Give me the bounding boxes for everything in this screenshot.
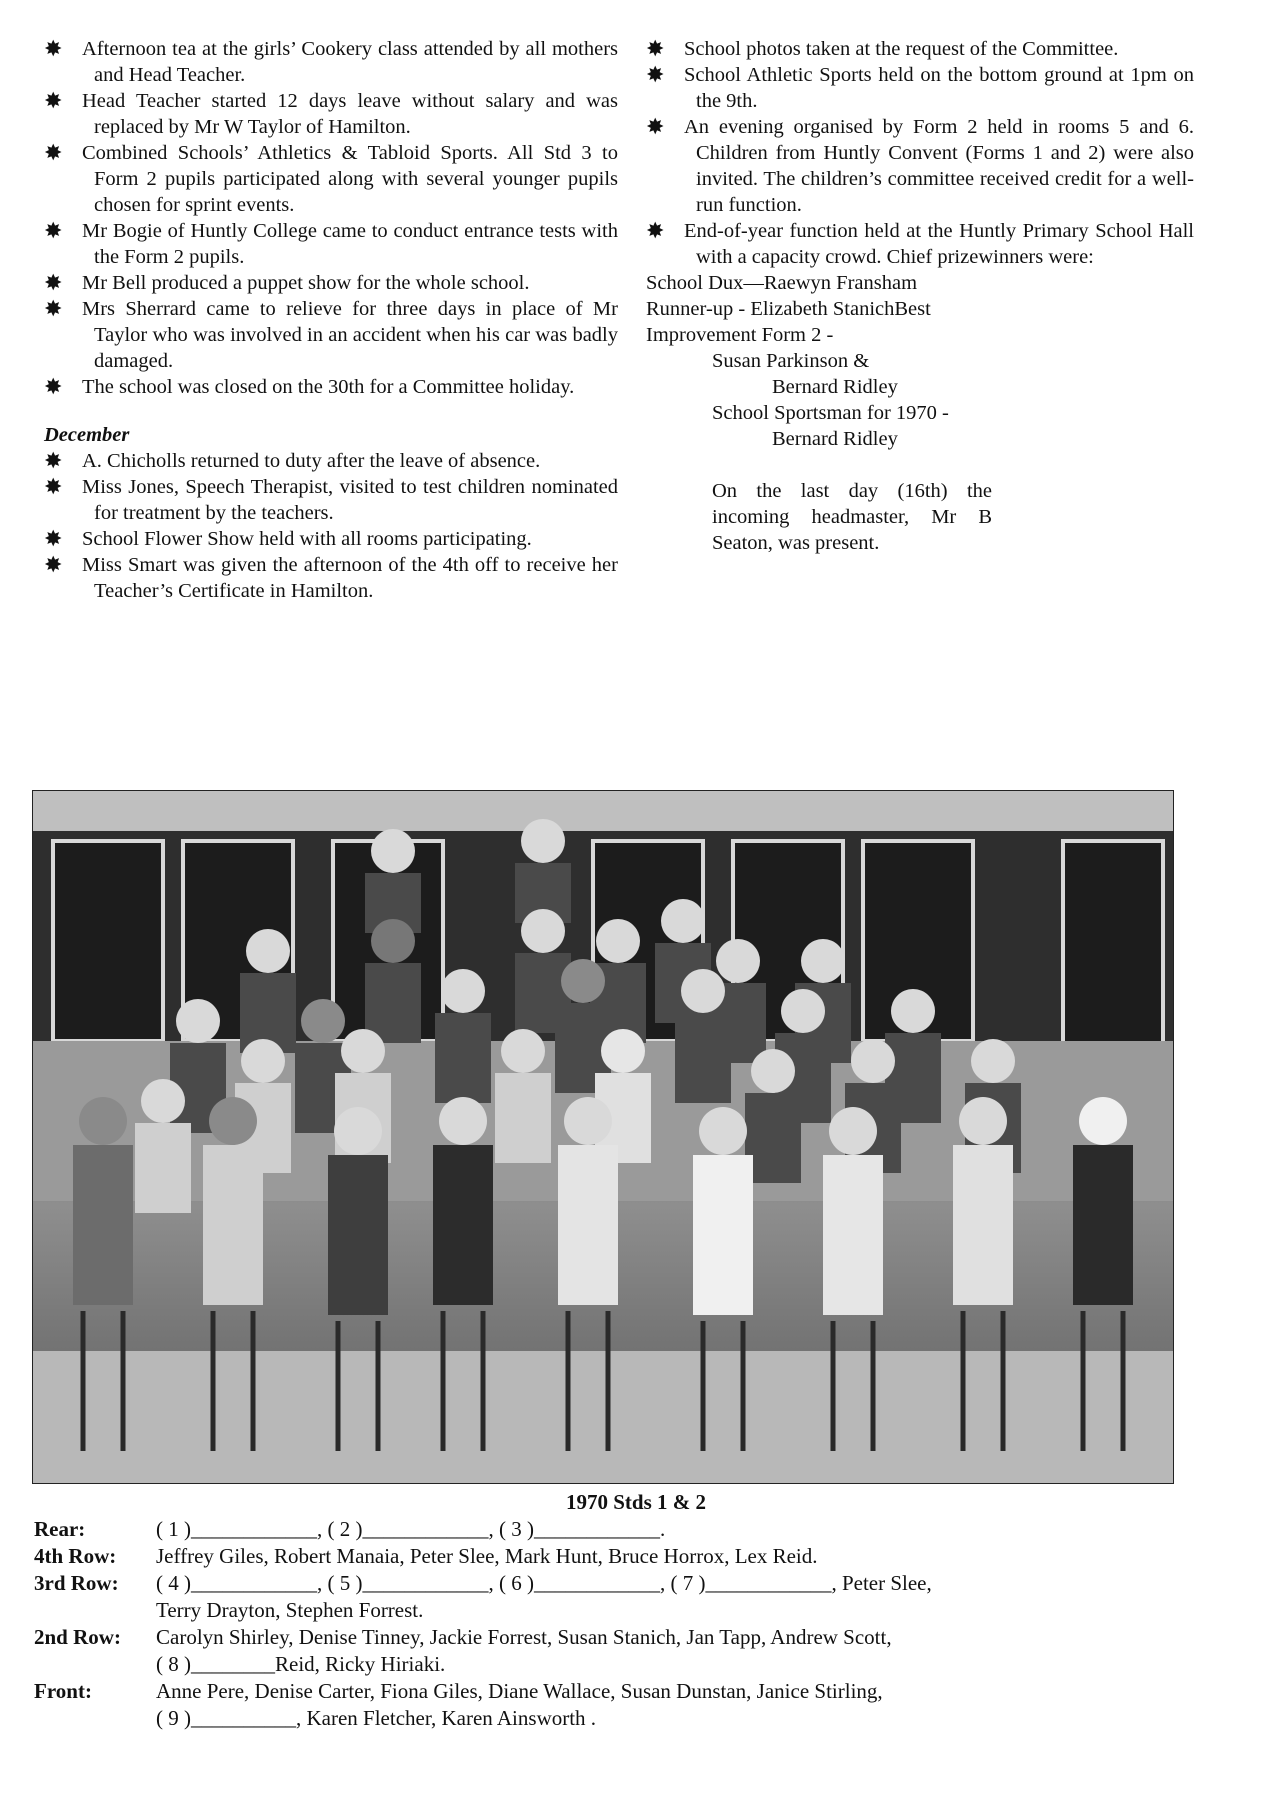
class-photo-illustration (33, 791, 1173, 1483)
left-column (44, 36, 618, 604)
bullet-icon: ✸ (44, 270, 63, 295)
row-names: Terry Drayton, Stephen Forrest. (156, 1598, 424, 1622)
prize-sportsman-label: School Sportsman for 1970 - (712, 402, 949, 424)
bullet-list-december (44, 448, 618, 604)
bullet-icon: ✸ (44, 474, 63, 499)
bullet-icon: ✸ (646, 36, 665, 61)
bullet-icon: ✸ (44, 552, 63, 577)
list-item: ✸ Miss Smart was given the afternoon of the 4th off to receive her Teacher’s Certificate in Hamilton. (44, 552, 618, 602)
list-item: ✸ Afternoon tea at the girls’ Cookery class attended by all mothers and Head Teacher. (44, 36, 618, 86)
bullet-icon: ✸ (44, 448, 63, 473)
row-label: 2nd Row: (34, 1625, 121, 1649)
bullet-icon: ✸ (646, 62, 665, 87)
row-label: 4th Row: (34, 1544, 117, 1568)
prize-dux: School Dux—Raewyn Fransham (646, 272, 918, 294)
bullet-icon: ✸ (44, 88, 63, 113)
list-item: ✸ A. Chicholls returned to duty after the leave of absence. (44, 448, 541, 473)
prize-improvement-name: Bernard Ridley (772, 376, 898, 398)
list-item: ✸ Mrs Sherrard came to relieve for three days in place of Mr Taylor who was involved in an accident when his car was badly damaged. (44, 296, 618, 372)
list-item: ✸ The school was closed on the 30th for a Committee holiday. (44, 374, 575, 399)
names-row-2nd (34, 1624, 1234, 1678)
bullet-list-top (44, 36, 618, 400)
prize-sportsman-name: Bernard Ridley (772, 428, 898, 450)
row-names: ( 4 )____________, ( 5 )____________, ( 6 )____________, ( 7 )____________, Peter Slee, (156, 1571, 932, 1595)
list-item: ✸ Mr Bogie of Huntly College came to conduct entrance tests with the Form 2 pupils. (44, 218, 618, 268)
row-names: Jeffrey Giles, Robert Manaia, Peter Slee, Mark Hunt, Bruce Horrox, Lex Reid. (156, 1544, 818, 1568)
names-row-4th (34, 1543, 1234, 1570)
names-row-rear (34, 1516, 1234, 1543)
bullet-icon: ✸ (646, 114, 665, 139)
prize-improvement-name: Susan Parkinson & (712, 350, 870, 372)
right-column (646, 36, 1194, 556)
class-photo (32, 790, 1174, 1484)
month-heading: December (44, 424, 130, 446)
spacer (646, 452, 1194, 478)
names-row-3rd (34, 1570, 1234, 1624)
names-list (34, 1516, 1234, 1732)
row-label: Front: (34, 1679, 92, 1703)
row-names: Anne Pere, Denise Carter, Fiona Giles, Diane Wallace, Susan Dunstan, Janice Stirling, (156, 1679, 883, 1703)
bullet-icon: ✸ (44, 374, 63, 399)
row-names: ( 8 )________Reid, Ricky Hiriaki. (156, 1652, 446, 1676)
bullet-icon: ✸ (44, 526, 63, 551)
bullet-icon: ✸ (44, 140, 63, 165)
list-item: ✸ An evening organised by Form 2 held in rooms 5 and 6. Children from Huntly Convent (Forms 1 and 2) were also invited. The children’s committee received credit for a well-run function. (646, 114, 1194, 216)
row-names: ( 1 )____________, ( 2 )____________, ( 3 )____________. (156, 1517, 666, 1541)
list-item: ✸ Mr Bell produced a puppet show for the whole school. (44, 270, 530, 295)
list-item: ✸ Head Teacher started 12 days leave without salary and was replaced by Mr W Taylor of Hamilton. (44, 88, 618, 138)
list-item: ✸ School Flower Show held with all rooms participating. (44, 526, 532, 551)
bullet-icon: ✸ (44, 36, 63, 61)
bullet-icon: ✸ (646, 218, 665, 243)
list-item: ✸ School photos taken at the request of the Committee. (646, 36, 1119, 61)
closing-paragraph: On the last day (16th) the incoming headmaster, Mr B Seaton, was present. (712, 480, 992, 554)
names-row-front (34, 1678, 1234, 1732)
row-label: 3rd Row: (34, 1571, 119, 1595)
list-item: ✸ Miss Jones, Speech Therapist, visited to test children nominated for treatment by the teachers. (44, 474, 618, 524)
bullet-list-right (646, 36, 1194, 270)
prize-improvement-label: Improvement Form 2 - (646, 324, 834, 346)
photo-caption: 1970 Stds 1 & 2 (565, 1490, 707, 1514)
list-item: ✸ End-of-year function held at the Huntly Primary School Hall with a capacity crowd. Chief prizewinners were: (646, 218, 1194, 268)
list-item: ✸ Combined Schools’ Athletics & Tabloid Sports. All Std 3 to Form 2 pupils participated along with several younger pupils chosen for sprint events. (44, 140, 618, 216)
row-names: Carolyn Shirley, Denise Tinney, Jackie Forrest, Susan Stanich, Jan Tapp, Andrew Scott, (156, 1625, 892, 1649)
row-names: ( 9 )__________, Karen Fletcher, Karen Ainsworth . (156, 1706, 597, 1730)
prize-runner-up: Runner-up - Elizabeth StanichBest (646, 298, 931, 320)
bullet-icon: ✸ (44, 296, 63, 321)
bullet-icon: ✸ (44, 218, 63, 243)
list-item: ✸ School Athletic Sports held on the bottom ground at 1pm on the 9th. (646, 62, 1194, 112)
row-label: Rear: (34, 1517, 86, 1541)
